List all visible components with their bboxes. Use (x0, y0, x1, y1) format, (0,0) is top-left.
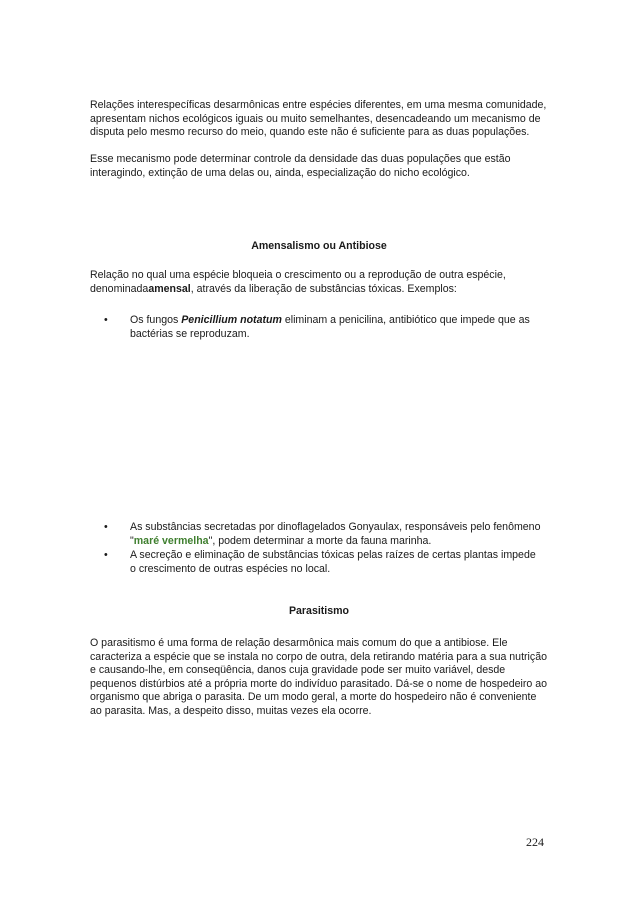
intro-paragraph: Relações interespecíficas desarmônicas entre espécies diferentes, em uma mesma comunidade, apresentam nichos ecológicos iguais ou muito semelhantes, desencadeando um mecanismo de disputa pelo mesmo recurso do meio, quando este não é suficiente para as duas populações. (90, 99, 547, 139)
mare-vermelha-term: maré vermelha (133, 534, 209, 547)
amensalismo-paragraph (90, 269, 550, 296)
amensalismo-intro-a: Relação no qual uma espécie bloqueia o crescimento ou a reprodução de outra espécie, denominada (90, 269, 506, 295)
bullet2-text-a: As substâncias secretadas por dinoflagelados Gonyaulax, responsáveis pelo fenômeno " (130, 521, 541, 547)
amensalismo-heading: Amensalismo ou Antibiose (251, 240, 387, 252)
bullet-text: A secreção e eliminação de substâncias tóxicas pelas raízes de certas plantas impede o crescimento de outras espécies no local. (130, 549, 536, 575)
bullet-text (130, 521, 544, 548)
amensalismo-intro-b: , através da liberação de substâncias tóxicas. Exemplos: (190, 282, 457, 295)
bullet1-text-b: eliminam a penicilina, antibiótico que impede que as bactérias se reproduzam. (130, 314, 530, 340)
bullet-text (130, 314, 544, 341)
bullet1-text-a: Os fungos (130, 314, 182, 326)
bullet2-text-b: ", podem determinar a morte da fauna marinha. (208, 534, 432, 547)
mechanism-paragraph: Esse mecanismo pode determinar controle da densidade das duas populações que estão interagindo, extinção de uma delas ou, ainda, especialização do nicho ecológico. (90, 153, 511, 179)
amensal-term: amensal (148, 282, 191, 295)
parasitismo-heading: Parasitismo (288, 605, 350, 617)
bullet-icon: • (104, 549, 108, 561)
bullet-icon: • (104, 521, 108, 533)
penicillium-term: Penicillium notatum (181, 314, 282, 326)
page-number: 224 (526, 835, 544, 849)
bullet-icon: • (104, 314, 108, 326)
parasitismo-paragraph: O parasitismo é uma forma de relação desarmônica mais comum do que a antibiose. Ele caracteriza a espécie que se instala no corpo de outra, dela retirando matéria para a sua nutrição e causando-lhe, em conseqüência, danos cuja gravidade pode ser muito variável, desde pequenos distúrbios até a própria morte do indivíduo parasitado. Dá-se o nome de hospedeiro ao organismo que abriga o parasita. De um modo geral, a morte do hospedeiro não é conveniente ao parasita. Mas, a despeito disso, muitas vezes ela ocorre. (90, 637, 548, 717)
